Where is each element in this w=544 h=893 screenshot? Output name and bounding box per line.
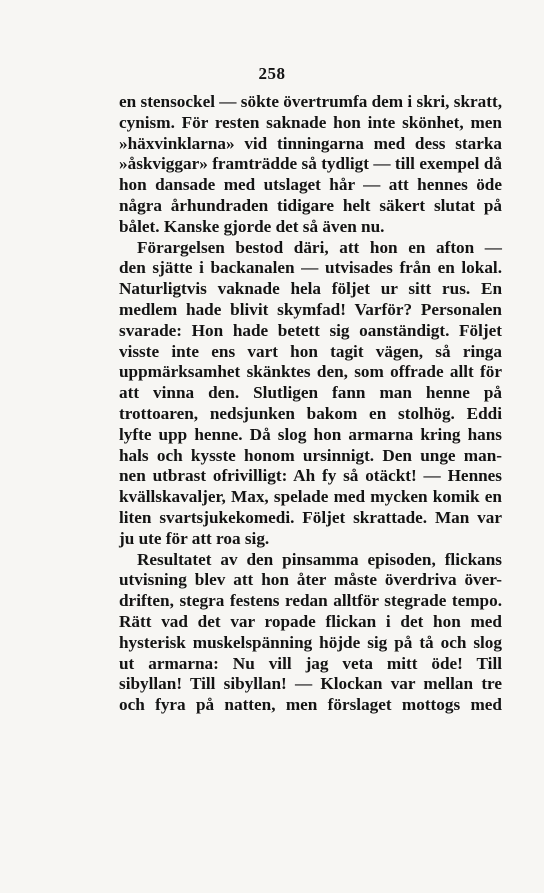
text-line: visste inte ens vart hon tagit vägen, så ringa <box>119 341 502 361</box>
text-line: sibyllan! Till sibyllan! — Klockan var mellan tre <box>119 674 502 694</box>
text-line: utvisning blev att hon åter måste överdriva över- <box>119 570 502 590</box>
text-line: uppmärksamhet skänktes den, som offrade allt för <box>119 362 502 382</box>
text-line: trottoaren, nedsjunken bakom en stolhög. Eddi <box>119 403 502 423</box>
text-line: lyfte upp henne. Då slog hon armarna kring hans <box>119 424 502 444</box>
body-text <box>119 92 502 716</box>
text-line: bålet. Kanske gjorde det så även nu. <box>119 216 385 236</box>
text-line: kvällskavaljer, Max, spelade med mycken komik en <box>119 487 502 507</box>
text-line: nen utbrast ofrivilligt: Ah fy så otäckt! — Hennes <box>119 466 502 486</box>
text-line: »åskviggar» framträdde så tydligt — till exempel då <box>119 154 502 174</box>
text-line: Resultatet av den pinsamma episoden, flickans <box>137 549 502 569</box>
text-line: liten svartsjukekomedi. Följet skrattade. Man var <box>119 507 502 527</box>
text-line: och fyra på natten, men förslaget mottogs med <box>119 695 502 715</box>
text-line: hysterisk muskelspänning höjde sig på tå och slog <box>119 632 502 652</box>
text-line: några århundraden tidigare helt säkert slutat på <box>119 195 502 215</box>
text-line: driften, stegra festens redan alltför stegrade tempo. <box>119 591 502 611</box>
text-line: Förargelsen bestod däri, att hon en afton — <box>137 237 502 257</box>
text-line: »häxvinklarna» vid tinningarna med dess starka <box>119 133 502 153</box>
page-number: 258 <box>258 64 286 83</box>
text-line: en stensockel — sökte övertrumfa dem i skri, skratt, <box>119 92 502 111</box>
text-line: att vinna den. Slutligen fann man henne på <box>119 383 502 403</box>
text-line: Rätt vad det var ropade flickan i det hon med <box>119 611 502 631</box>
text-line: Naturligtvis vaknade hela följet ur sitt rus. En <box>119 279 502 299</box>
text-line: medlem hade blivit skymfad! Varför? Personalen <box>119 299 502 319</box>
text-line: hals och kysste honom ursinnigt. Den unge man- <box>119 445 502 465</box>
text-line: cynism. För resten saknade hon inte skönhet, men <box>119 112 502 132</box>
text-line: hon dansade med utslaget hår — att hennes öde <box>119 175 502 195</box>
text-line: svarade: Hon hade betett sig oanständigt. Följet <box>119 320 502 340</box>
text-line: den sjätte i backanalen — utvisades från en lokal. <box>119 258 502 278</box>
text-line: ju ute för att roa sig. <box>119 528 270 548</box>
text-line: ut armarna: Nu vill jag veta mitt öde! Till <box>119 653 502 673</box>
